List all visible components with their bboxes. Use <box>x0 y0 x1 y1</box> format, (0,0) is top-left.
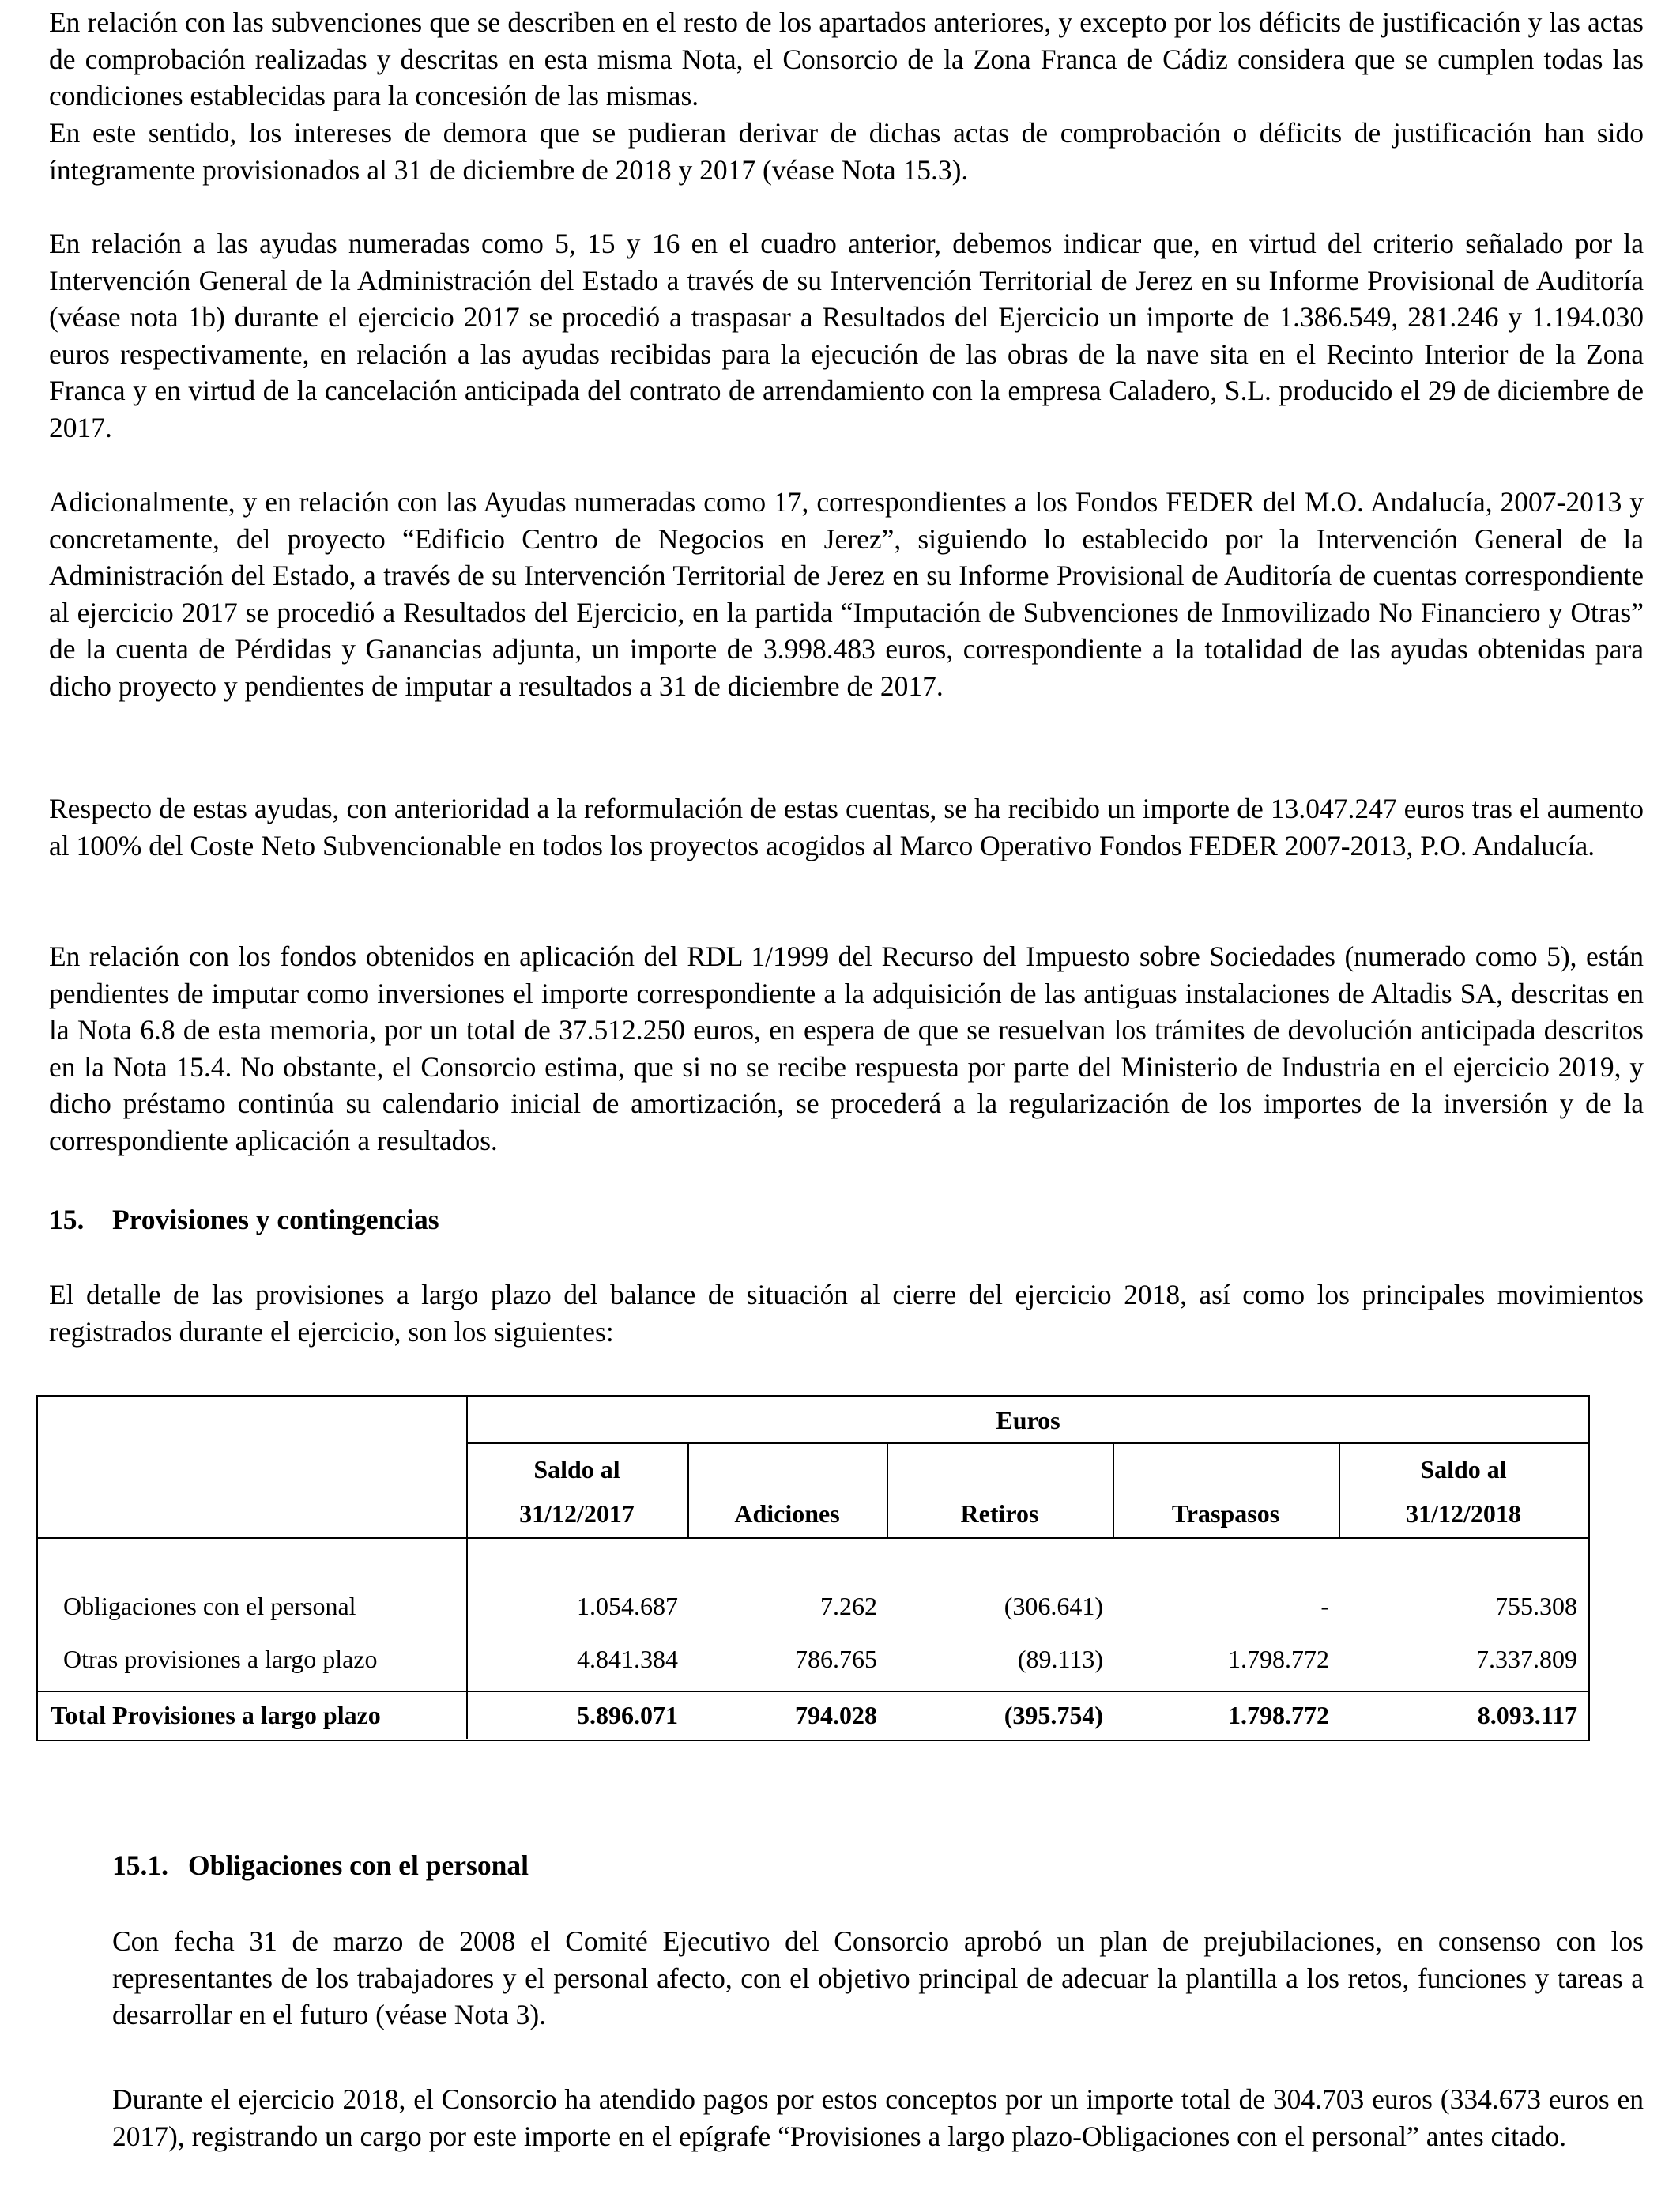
paragraph: Adicionalmente, y en relación con las Ayudas numeradas como 17, correspondientes a los Fondos FEDER del M.O. Andalucía, 2007-2013 y concretamente, del proyecto “Edificio Centro de Negocios en Jerez”, siguiendo lo establecido por la Intervención General de la Administración del Estado, a través de su Intervención Territorial de Jerez en su Informe Provisional de Auditoría de cuentas correspondiente al ejercicio 2017 se procedió a Resultados del Ejercicio, en la partida “Imputación de Subvenciones de Inmovilizado No Financiero y Otras” de la cuenta de Pérdidas y Ganancias adjunta, un importe de 3.998.483 euros, correspondiente a la totalidad de las ayudas obtenidas para dicho proyecto y pendientes de imputar a resultados a 31 de diciembre de 2017. <box>49 486 1644 702</box>
section-heading-15-1 <box>112 1847 529 1883</box>
paragraph: En relación a las ayudas numeradas como 5, 15 y 16 en el cuadro anterior, debemos indicar que, en virtud del criterio señalado por la Intervención General de la Administración del Estado a través de su Intervención Territorial de Jerez en su Informe Provisional de Auditoría (véase nota 1b) durante el ejercicio 2017 se procedió a traspasar a Resultados del Ejercicio un importe de 1.386.549, 281.246 y 1.194.030 euros respectivamente, en relación a las ayudas recibidas para la ejecución de las obras de la nave sita en el Recinto Interior de la Zona Franca y en virtud de la cancelación anticipada del contrato de arrendamiento con la empresa Caladero, S.L. producido el 29 de diciembre de 2017. <box>49 228 1644 443</box>
cell-traspasos: 1.798.772 <box>1228 1645 1329 1673</box>
total-traspasos: 1.798.772 <box>1228 1701 1329 1729</box>
section-title: Provisiones y contingencias <box>112 1204 439 1235</box>
column-header-adiciones: Adiciones <box>734 1499 840 1528</box>
row-label: Otras provisiones a largo plazo <box>63 1645 378 1673</box>
table-divider <box>38 1537 1588 1539</box>
section-title: Obligaciones con el personal <box>188 1849 529 1881</box>
section-number: 15.1. <box>112 1849 168 1881</box>
table-divider <box>466 1397 468 1739</box>
cell-traspasos: - <box>1320 1592 1329 1620</box>
cell-saldo-inicial: 1.054.687 <box>577 1592 678 1620</box>
section-heading-15 <box>49 1201 439 1238</box>
row-label: Obligaciones con el personal <box>63 1592 356 1620</box>
total-saldo-final: 8.093.117 <box>1477 1701 1577 1729</box>
paragraph: El detalle de las provisiones a largo plazo del balance de situación al cierre del ejercicio 2018, así como los principales movimientos registrados durante el ejercicio, son los siguientes: <box>49 1279 1644 1348</box>
column-header-retiros: Retiros <box>960 1499 1039 1528</box>
cell-saldo-final: 7.337.809 <box>1476 1645 1577 1673</box>
cell-saldo-final: 755.308 <box>1495 1592 1577 1620</box>
column-header-traspasos: Traspasos <box>1171 1499 1280 1528</box>
table-group-header: Euros <box>996 1406 1060 1434</box>
cell-adiciones: 7.262 <box>820 1592 877 1620</box>
total-retiros: (395.754) <box>1004 1701 1103 1729</box>
paragraph: En relación con las subvenciones que se describen en el resto de los apartados anteriores, y excepto por los déficits de justificación y las actas de comprobación realizadas y descritas en esta misma Nota, el Consorcio de la Zona Franca de Cádiz considera que se cumplen todas las condiciones establecidas para la concesión de las mismas. <box>49 6 1644 112</box>
paragraph: En relación con los fondos obtenidos en aplicación del RDL 1/1999 del Recurso del Impuesto sobre Sociedades (numerado como 5), están pendientes de imputar como inversiones el importe correspondiente a la adquisición de las antiguas instalaciones de Altadis SA, descritas en la Nota 6.8 de esta memoria, por un total de 37.512.250 euros, en espera de que se resuelvan los trámites de devolución anticipada descritos en la Nota 15.4. No obstante, el Consorcio estima, que si no se recibe respuesta por parte del Ministerio de Industria en el ejercicio 2019, y dicho préstamo continúa su calendario inicial de amortización, se procederá a la regularización de los importes de la inversión y de la correspondiente aplicación a resultados. <box>49 941 1644 1156</box>
column-header-saldo-inicial-fecha: 31/12/2017 <box>519 1499 635 1528</box>
cell-retiros: (89.113) <box>1017 1645 1103 1673</box>
provisions-table <box>36 1395 1590 1741</box>
paragraph: Con fecha 31 de marzo de 2008 el Comité Ejecutivo del Consorcio aprobó un plan de prejubilaciones, en consenso con los representantes de los trabajadores y el personal afecto, con el objetivo principal de adecuar la plantilla a los retos, funciones y tareas a desarrollar en el futuro (véase Nota 3). <box>112 1925 1644 2031</box>
section-number: 15. <box>49 1204 85 1235</box>
total-label: Total Provisiones a largo plazo <box>51 1701 381 1729</box>
paragraph: Respecto de estas ayudas, con anterioridad a la reformulación de estas cuentas, se ha recibido un importe de 13.047.247 euros tras el aumento al 100% del Coste Neto Subvencionable en todos los proyectos acogidos al Marco Operativo Fondos FEDER 2007-2013, P.O. Andalucía. <box>49 793 1644 861</box>
table-divider <box>466 1442 1590 1444</box>
cell-adiciones: 786.765 <box>795 1645 877 1673</box>
column-header-saldo-final: Saldo al <box>1420 1455 1507 1483</box>
total-adiciones: 794.028 <box>795 1701 877 1729</box>
column-header-saldo-inicial: Saldo al <box>533 1455 620 1483</box>
paragraph: En este sentido, los intereses de demora que se pudieran derivar de dichas actas de comprobación o déficits de justificación han sido íntegramente provisionados al 31 de diciembre de 2018 y 2017 (véase Nota 15.3). <box>49 117 1644 186</box>
cell-saldo-inicial: 4.841.384 <box>577 1645 678 1673</box>
table-divider <box>38 1691 1588 1692</box>
cell-retiros: (306.641) <box>1004 1592 1103 1620</box>
column-header-saldo-final-fecha: 31/12/2018 <box>1406 1499 1521 1528</box>
paragraph: Durante el ejercicio 2018, el Consorcio ha atendido pagos por estos conceptos por un importe total de 304.703 euros (334.673 euros en 2017), registrando un cargo por este importe en el epígrafe “Provisiones a largo plazo-Obligaciones con el personal” antes citado. <box>112 2083 1644 2152</box>
total-saldo-inicial: 5.896.071 <box>577 1701 678 1729</box>
